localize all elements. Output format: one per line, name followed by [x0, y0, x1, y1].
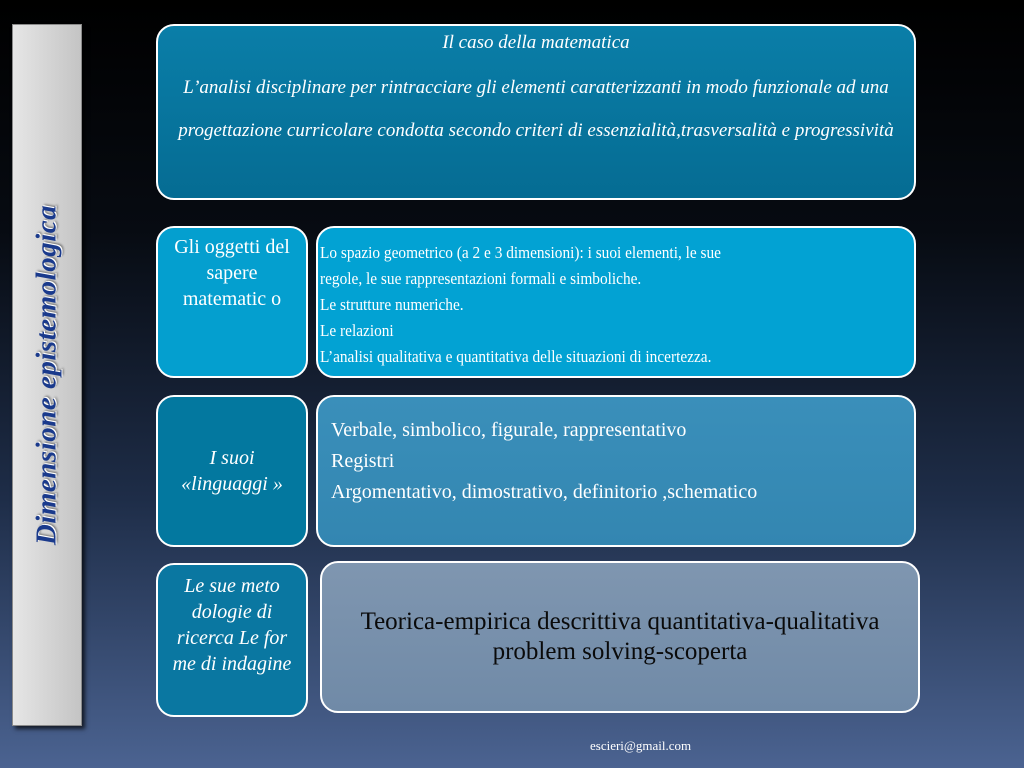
row3-label: Le sue meto dologie di ricerca Le for me di indagine — [172, 575, 292, 675]
row1-line: L’analisi qualitativa e quantitativa delle situazioni di incertezza. — [320, 347, 712, 366]
row3-content: Teorica-empirica descrittiva quantitativa-qualitativa problem solving-scoperta — [360, 608, 880, 665]
row3-content-box — [320, 561, 920, 713]
row2-label: I suoi «linguaggi » — [181, 447, 283, 495]
row1-line: Lo spazio geometrico (a 2 e 3 dimensioni): i suoi elementi, le sue — [320, 243, 722, 262]
row1-line: Le strutture numeriche. — [320, 295, 464, 314]
row2-line: Argomentativo, dimostrativo, definitorio ,schematico — [331, 481, 758, 503]
row3-label-box — [156, 563, 308, 717]
header-title: Il caso della matematica — [442, 32, 630, 53]
header-body: L’analisi disciplinare per rintracciare gli elementi caratterizzanti in modo funzionale ad una progettazione curricolare condotta secondo criteri di essenzialità,trasversalità e progressività — [178, 77, 894, 141]
sidebar-title: Dimensione epistemologica — [30, 204, 63, 546]
sidebar-panel — [12, 24, 82, 726]
row1-line: Le relazioni — [320, 321, 394, 340]
footer-email: escieri@gmail.com — [590, 738, 692, 753]
row1-content-box — [316, 226, 916, 378]
row2-line: Verbale, simbolico, figurale, rappresentativo — [331, 419, 687, 441]
row2-label-box — [156, 395, 308, 547]
row2-line: Registri — [331, 450, 395, 472]
row1-label: Gli oggetti del sapere matematic o — [174, 236, 290, 310]
row1-label-box — [156, 226, 308, 378]
header-box — [156, 24, 916, 200]
row2-content-box — [316, 395, 916, 547]
row1-line: regole, le sue rappresentazioni formali e simboliche. — [320, 269, 642, 288]
